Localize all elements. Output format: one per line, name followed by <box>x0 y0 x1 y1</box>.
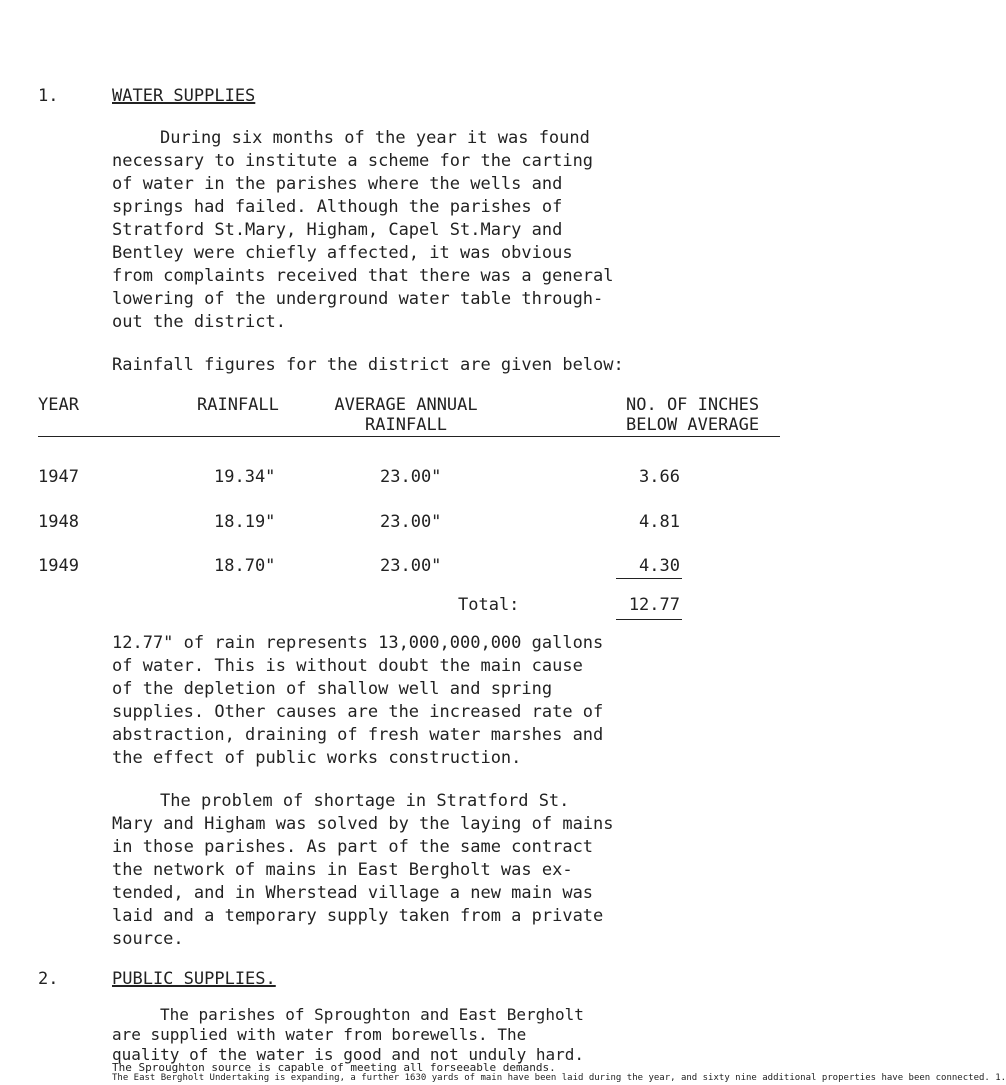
row-below: 3.66 <box>639 467 680 487</box>
paragraph-line: the year, and sixty nine additional properties <box>626 1073 877 1083</box>
row-below: 4.81 <box>639 512 680 532</box>
paragraph-line: quality of the water is good and not unduly hard. <box>112 1045 585 1064</box>
table-header-rule <box>38 436 780 437</box>
total-label: Total: <box>458 595 520 615</box>
rainfall-intro: Rainfall figures for the district are given below: <box>112 355 624 375</box>
row-year: 1947 <box>38 467 79 487</box>
table-header-below-line1: NO. OF INCHES <box>626 395 760 415</box>
section-heading: WATER SUPPLIES <box>112 86 256 106</box>
paragraph-line: in those parishes. As part of the same contract <box>112 837 594 857</box>
paragraph-line: The parishes of Sproughton and East Bergholt <box>160 1005 584 1024</box>
paragraph-line: of water. This is without doubt the main cause <box>112 656 583 676</box>
row-year: 1948 <box>38 512 79 532</box>
paragraph-line: laid and a temporary supply taken from a private <box>112 906 604 926</box>
paragraph-line: 12.77" of rain represents 13,000,000,000 gallons <box>112 633 604 653</box>
paragraph-line: Mary and Higham was solved by the laying of mains <box>112 814 614 834</box>
section-number: 2. <box>38 969 59 989</box>
paragraph-line: are supplied with water from borewells. The <box>112 1025 527 1044</box>
paragraph-line: the effect of public works construction. <box>112 748 522 768</box>
paragraph-line: supplies. Other causes are the increased rate of <box>112 702 604 722</box>
paragraph-line: further 1630 yards of main have been laid during <box>361 1073 622 1083</box>
paragraph-line: of the depletion of shallow well and spring <box>112 679 553 699</box>
paragraph-line: necessary to institute a scheme for the carting <box>112 151 594 171</box>
paragraph-line: Bentley were chiefly affected, it was obvious <box>112 243 573 263</box>
paragraph-line: The East Bergholt Undertaking is expanding, a <box>112 1073 356 1083</box>
table-header-below-line2: BELOW AVERAGE <box>626 415 760 435</box>
row-average: 23.00" <box>380 467 442 487</box>
row-rainfall: 18.70" <box>214 556 276 576</box>
paragraph-line: the network of mains in East Bergholt was ex- <box>112 860 573 880</box>
paragraph-line: lowering of the underground water table through- <box>112 289 604 309</box>
total-rule-top <box>616 578 682 579</box>
row-average: 23.00" <box>380 556 442 576</box>
paragraph-line: tended, and in Wherstead village a new main was <box>112 883 594 903</box>
paragraph-line: During six months of the year it was found <box>160 128 590 148</box>
total-rule-bottom <box>616 619 682 620</box>
row-below: 4.30 <box>639 556 680 576</box>
paragraph-line: of water in the parishes where the wells and <box>112 174 563 194</box>
paragraph-line: have been connected. <box>881 1073 990 1083</box>
paragraph-line: springs had failed. Although the parishes of <box>112 197 563 217</box>
paragraph-line: forseeable demands. <box>429 1061 556 1074</box>
paragraph-line: The Sproughton source is capable of meeting all <box>112 1061 424 1074</box>
paragraph-line: abstraction, draining of fresh water marshes and <box>112 725 604 745</box>
table-header-year: YEAR <box>38 395 79 415</box>
row-rainfall: 19.34" <box>214 467 276 487</box>
table-header-average-line1: AVERAGE ANNUAL <box>334 395 478 415</box>
paragraph-line: source. <box>112 929 184 949</box>
table-header-rainfall: RAINFALL <box>197 395 279 415</box>
paragraph-line: The problem of shortage in Stratford St. <box>160 791 570 811</box>
paragraph-line: Stratford St.Mary, Higham, Capel St.Mary and <box>112 220 563 240</box>
row-rainfall: 18.19" <box>214 512 276 532</box>
section-number: 1. <box>38 86 59 106</box>
paragraph-continuation <box>112 1062 556 1073</box>
paragraph-line: from complaints received that there was a general <box>112 266 614 286</box>
row-year: 1949 <box>38 556 79 576</box>
row-average: 23.00" <box>380 512 442 532</box>
page-number: 1. <box>995 1073 1006 1083</box>
section-heading: PUBLIC SUPPLIES. <box>112 969 276 989</box>
paragraph-continuation <box>112 1073 1006 1083</box>
paragraph-line: out the district. <box>112 312 286 332</box>
total-value: 12.77 <box>628 595 680 615</box>
table-header-average-line2: RAINFALL <box>365 415 447 435</box>
